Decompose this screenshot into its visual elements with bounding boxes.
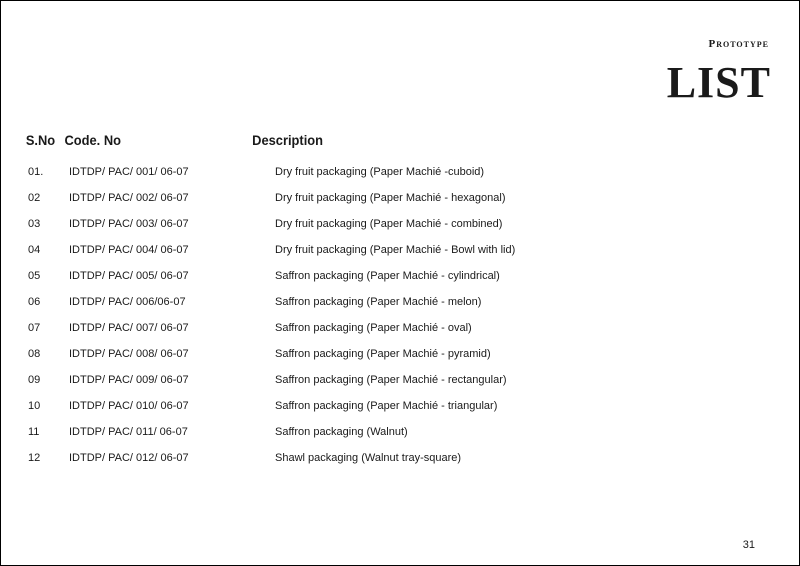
cell-description: Saffron packaging (Paper Machié - cylindrical) xyxy=(275,270,500,282)
cell-description: Saffron packaging (Paper Machié - rectangular) xyxy=(275,374,507,386)
page-number: 31 xyxy=(742,539,755,551)
cell-code: IDTDP/ PAC/ 012/ 06-07 xyxy=(69,452,189,464)
table-row xyxy=(1,367,799,393)
cell-code: IDTDP/ PAC/ 006/06-07 xyxy=(69,296,186,308)
table-row xyxy=(1,159,799,185)
cell-sno: 03 xyxy=(28,218,41,230)
cell-description: Dry fruit packaging (Paper Machié - combined) xyxy=(275,218,503,230)
cell-description: Dry fruit packaging (Paper Machié -cuboid) xyxy=(275,166,485,178)
cell-description: Saffron packaging (Paper Machié - oval) xyxy=(275,322,472,334)
cell-sno: 11 xyxy=(28,426,40,438)
table-row xyxy=(1,237,799,263)
table-row xyxy=(1,263,799,289)
cell-code: IDTDP/ PAC/ 005/ 06-07 xyxy=(69,270,189,282)
table-row xyxy=(1,211,799,237)
cell-sno: 06 xyxy=(28,296,41,308)
cell-code: IDTDP/ PAC/ 011/ 06-07 xyxy=(69,426,188,438)
cell-sno: 12 xyxy=(28,452,41,464)
cell-code: IDTDP/ PAC/ 010/ 06-07 xyxy=(69,400,189,412)
cell-code: IDTDP/ PAC/ 008/ 06-07 xyxy=(69,348,189,360)
cell-description: Dry fruit packaging (Paper Machié - hexagonal) xyxy=(275,192,506,204)
cell-code: IDTDP/ PAC/ 007/ 06-07 xyxy=(69,322,189,334)
table-row xyxy=(1,393,799,419)
column-header-sno: S.No xyxy=(25,132,56,148)
table-row xyxy=(1,185,799,211)
cell-description: Saffron packaging (Paper Machié - pyramid) xyxy=(275,348,491,360)
column-header-code: Code. No xyxy=(64,132,122,148)
cell-code: IDTDP/ PAC/ 009/ 06-07 xyxy=(69,374,189,386)
cell-code: IDTDP/ PAC/ 003/ 06-07 xyxy=(69,218,189,230)
cell-sno: 07 xyxy=(28,322,41,334)
table-row xyxy=(1,445,799,471)
table-row xyxy=(1,289,799,315)
cell-description: Shawl packaging (Walnut tray-square) xyxy=(275,452,462,464)
cell-sno: 05 xyxy=(28,270,41,282)
cell-sno: 10 xyxy=(28,400,41,412)
cell-sno: 04 xyxy=(28,244,41,256)
page-title: LIST xyxy=(666,58,771,107)
table-row xyxy=(1,315,799,341)
table-body xyxy=(1,159,799,471)
column-header-description: Description xyxy=(252,132,324,148)
cell-description: Saffron packaging (Paper Machié - melon) xyxy=(275,296,482,308)
cell-sno: 09 xyxy=(28,374,41,386)
table-row xyxy=(1,419,799,445)
cell-description: Saffron packaging (Walnut) xyxy=(275,426,408,438)
cell-code: IDTDP/ PAC/ 004/ 06-07 xyxy=(69,244,189,256)
table-row xyxy=(1,341,799,367)
cell-description: Saffron packaging (Paper Machié - triangular) xyxy=(275,400,498,412)
cell-sno: 02 xyxy=(28,192,41,204)
cell-code: IDTDP/ PAC/ 001/ 06-07 xyxy=(69,166,189,178)
cell-sno: 08 xyxy=(28,348,41,360)
cell-sno: 01. xyxy=(28,166,44,178)
section-kicker: Prototype xyxy=(708,38,769,50)
cell-description: Dry fruit packaging (Paper Machié - Bowl with lid) xyxy=(275,244,516,256)
cell-code: IDTDP/ PAC/ 002/ 06-07 xyxy=(69,192,189,204)
